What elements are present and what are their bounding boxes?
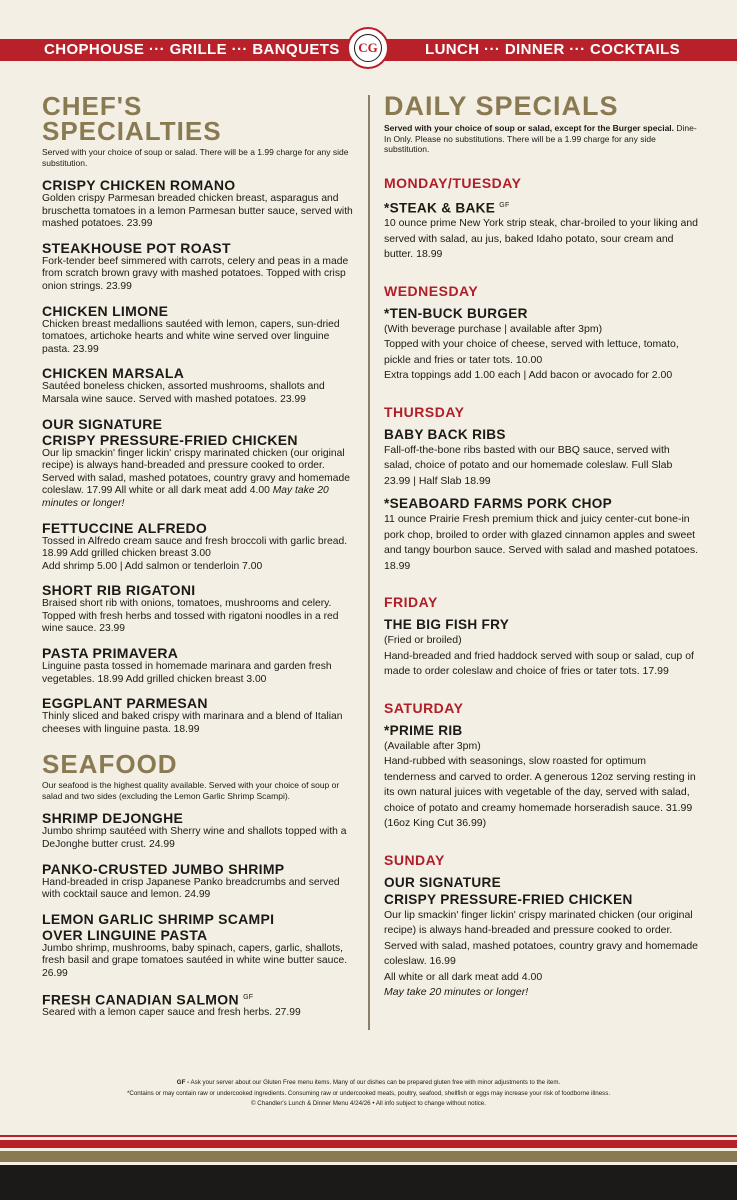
day-heading: FRIDAY <box>384 594 438 611</box>
special-name-text: *PRIME RIB <box>384 722 463 738</box>
seafood-title: SEAFOOD <box>42 749 178 780</box>
item-name-text: CHICKEN MARSALA <box>42 365 185 382</box>
item-name <box>42 432 357 448</box>
item-desc-text: Hand-breaded in crisp Japanese Panko breadcrumbs and served with cocktail sauce and lemon. 24.99 <box>42 876 340 901</box>
menu-item <box>42 810 357 851</box>
item-desc-text: Linguine pasta tossed in homemade marinara and garden fresh vegetables. 18.99 Add grilled chicken breast 3.00 <box>42 661 332 685</box>
item-name <box>42 810 357 826</box>
footer-stripe-black <box>0 1165 737 1200</box>
item-name-text: EGGPLANT PARMESAN <box>42 695 208 712</box>
special-name <box>384 722 699 739</box>
footer-gf-line <box>0 1078 737 1089</box>
item-name <box>42 365 357 381</box>
day-section <box>384 175 699 263</box>
item-name-text: PANKO-CRUSTED JUMBO SHRIMP <box>42 860 285 877</box>
item-desc-text: Tossed in Alfredo cream sauce and fresh broccoli with garlic bread. 18.99 Add grilled chicken breast 3.00 <box>42 535 348 560</box>
item-desc-text: Chicken breast medallions sautéed with lemon, capers, sun-dried tomatoes, artichoke hearts and white wine served over linguine pasta. 23.99 <box>42 318 340 355</box>
item-desc-text: Golden crispy Parmesan breaded chicken breast, asparagus and bruschetta tomatoes in a lemon Parmesan butter sauce, served with mashed potatoes. 23.99 <box>42 193 353 230</box>
special-description: Our lip smackin' finger lickin' crispy marinated chicken (our original recipe) is always hand-breaded and pressure cooked to order. Served with salad, mashed potatoes, country gravy and homemade coleslaw. 16.99 <box>384 908 699 968</box>
item-desc-text: Our lip smackin' finger lickin' crispy marinated chicken (our original recipe) is always hand-breaded and pressure cooked to order. Served with salad, mashed potatoes, country gravy and homemade coleslaw. 17.99 All white or all dark meat add 4.00 <box>42 447 350 497</box>
special-description: Hand-rubbed with seasonings, slow roasted for optimum tenderness and carved to order. A generous 12oz serving resting in its own natural juices with vegetable of the day, served with salad, choice of potato and creamy homemade horseradish sauce. 31.99 (16oz King Cut 36.99) <box>384 755 696 830</box>
special-description: (Fried or broiled) <box>384 634 462 647</box>
item-desc-text: Thinly sliced and baked crispy with marinara and a blend of Italian cheeses with linguine pasta. 18.99 <box>42 711 343 735</box>
special-description: (With beverage purchase | available after 3pm) <box>384 322 603 335</box>
gf-text: Ask your server about our Gluten Free menu items. Many of our dishes can be prepared gluten free with minor adjustments to the item. <box>189 1079 561 1086</box>
special-name <box>384 305 699 322</box>
footer-stripe-red <box>0 1140 737 1148</box>
item-desc-text: Jumbo shrimp sautéed with Sherry wine and shallots topped with a DeJonghe butter crust. 24.99 <box>42 826 347 851</box>
left-column <box>42 91 357 1020</box>
special-description: 11 ounce Prairie Fresh premium thick and juicy center-cut bone-in pork chop, broiled to order with glazed cinnamon apples and sweet and tangy bourbon sauce. Served with salad and mashed potatoes. 18.99 <box>384 513 699 572</box>
chefs-specialties-title <box>42 91 357 146</box>
title-line-1: CHEF'S <box>42 91 143 121</box>
special-name-text: BABY BACK RIBS <box>384 426 506 442</box>
banner-right-text: LUNCH ··· DINNER ··· COCKTAILS <box>425 41 681 58</box>
special-name <box>384 426 699 443</box>
item-name-text: CRISPY PRESSURE-FRIED CHICKEN <box>42 431 298 448</box>
day-heading: THURSDAY <box>384 403 465 420</box>
special-description: (Available after 3pm) <box>384 739 481 752</box>
banner-left-text: CHOPHOUSE ··· GRILLE ··· BANQUETS <box>44 41 340 58</box>
special-name <box>384 495 699 512</box>
item-name-prefix: OUR SIGNATURE <box>42 415 163 432</box>
item-description <box>42 598 357 636</box>
item-name-prefix: LEMON GARLIC SHRIMP SCAMPI <box>42 910 275 927</box>
item-name <box>42 990 357 1008</box>
special-name <box>384 616 699 633</box>
special-description: Topped with your choice of cheese, served with lettuce, tomato, pickle and fries or tater tots. 10.00 <box>384 338 679 366</box>
day-heading: SUNDAY <box>384 851 445 868</box>
item-name <box>42 177 357 193</box>
item-description <box>42 193 357 231</box>
day-section <box>384 404 699 575</box>
logo-monogram: CG <box>354 34 382 62</box>
footer-raw-warning: *Contains or may contain raw or undercooked ingredients. Consuming raw or undercooked meats, poultry, seafood, shellfish or eggs may increase your risk of foodborne illness. <box>126 1089 611 1097</box>
item-description <box>42 448 357 511</box>
day-heading: SATURDAY <box>384 699 464 716</box>
special-item <box>384 874 699 1001</box>
daily-days-list <box>384 175 699 1001</box>
item-extra-options: Add shrimp 5.00 | Add salmon or tenderloin 7.00 <box>42 560 263 572</box>
daily-specials-title: DAILY SPECIALS <box>384 91 619 121</box>
item-name-text: PASTA PRIMAVERA <box>42 645 179 662</box>
item-name <box>42 303 357 319</box>
item-name-text: FETTUCCINE ALFREDO <box>42 519 208 536</box>
item-description <box>42 711 357 736</box>
menu-item <box>42 861 357 902</box>
special-name-text: THE BIG FISH FRY <box>384 617 510 633</box>
special-name-prefix: OUR SIGNATURE <box>384 874 501 890</box>
day-section <box>384 283 699 384</box>
footer-stripe-red-thin <box>0 1135 737 1137</box>
special-item <box>384 426 699 490</box>
special-description: Hand-breaded and fried haddock served with soup or salad, cup of made to order coleslaw and choice of fries or tater tots. 17.99 <box>384 649 694 678</box>
special-description: 10 ounce prime New York strip steak, char-broiled to your liking and served with salad, au jus, baked Idaho potato, sour cream and butter. 18.99 <box>384 217 698 261</box>
restaurant-logo <box>347 27 389 69</box>
item-note-italic: May take 20 minutes or longer! <box>42 485 329 509</box>
item-desc-text: Fork-tender beef simmered with carrots, celery and peas in a made from scratch brown gravy with mashed potatoes. Topped with crisp onion strings. 23.99 <box>42 255 349 292</box>
item-name <box>42 645 357 661</box>
item-name-text: OVER LINGUINE PASTA <box>42 926 208 943</box>
day-heading: WEDNESDAY <box>384 282 479 299</box>
item-description <box>42 943 357 981</box>
menu-item <box>42 240 357 294</box>
day-heading: MONDAY/TUESDAY <box>384 174 522 191</box>
special-description: All white or all dark meat add 4.00 <box>384 970 543 983</box>
daily-note <box>384 123 699 155</box>
footer-copyright: © Chandler's Lunch & Dinner Menu 4/24/26 • All info subject to change without notice. <box>251 1100 486 1107</box>
item-description <box>42 661 357 686</box>
item-name <box>42 520 357 536</box>
item-desc-text: Jumbo shrimp, mushrooms, baby spinach, capers, garlic, shallots, fresh basil and grape tomatoes sautéed in white wine butter sauce. 26.99 <box>42 942 348 979</box>
gluten-free-mark: GF <box>499 201 510 209</box>
right-column <box>384 91 699 1001</box>
item-description <box>42 826 357 851</box>
item-name-text: FRESH CANADIAN SALMON <box>42 991 239 1008</box>
item-name <box>42 240 357 256</box>
chefs-items-list <box>42 177 357 736</box>
special-name-text: CRISPY PRESSURE-FRIED CHICKEN <box>384 891 633 907</box>
item-description <box>42 877 357 902</box>
special-item <box>384 495 699 574</box>
day-section <box>384 852 699 1001</box>
seafood-note: Our seafood is the highest quality available. Served with your choice of soup or salad and two sides (excluding the Lemon Garlic Shrimp Scampi). <box>42 780 340 801</box>
item-name-text: SHRIMP DEJONGHE <box>42 810 184 827</box>
menu-item <box>42 582 357 636</box>
item-name-text: STEAKHOUSE POT ROAST <box>42 239 231 256</box>
gluten-free-mark: GF <box>243 993 254 1001</box>
special-description: Fall-off-the-bone ribs basted with our BBQ sauce, served with salad, choice of potato and our homemade coleslaw. Full Slab 23.99 | Half Slab 18.99 <box>384 443 673 487</box>
daily-note-bold: Served with your choice of soup or salad, except for the Burger special. <box>384 123 675 133</box>
menu-item <box>42 416 357 511</box>
special-item <box>384 616 699 680</box>
special-description: Extra toppings add 1.00 each | Add bacon or avocado for 2.00 <box>384 369 673 382</box>
item-name <box>42 861 357 877</box>
title-line-2: SPECIALTIES <box>42 116 222 146</box>
item-name <box>42 582 357 598</box>
menu-item <box>42 520 357 574</box>
item-desc-text: Braised short rib with onions, tomatoes, mushrooms and celery. Topped with fresh herbs and tossed with rigatoni noodles in a red wine sauce. 23.99 <box>42 598 339 635</box>
gf-label: GF - <box>176 1079 190 1086</box>
menu-item <box>42 911 357 981</box>
menu-item <box>42 303 357 357</box>
menu-item <box>42 695 357 736</box>
special-name-text: *STEAK & BAKE <box>384 200 496 216</box>
item-desc-text: Seared with a lemon caper sauce and fresh herbs. 27.99 <box>42 1007 301 1019</box>
seafood-items-list <box>42 810 357 1019</box>
item-description <box>42 319 357 357</box>
menu-item <box>42 177 357 231</box>
menu-item <box>42 365 357 406</box>
daily-note-text: Dine-In Only. Please no substitutions. There will be a 1.99 charge for any side substitution. <box>384 123 697 154</box>
item-name-text: SHORT RIB RIGATONI <box>42 582 196 599</box>
item-description <box>42 536 357 561</box>
special-name-text: *TEN-BUCK BURGER <box>384 305 528 321</box>
special-name <box>384 891 699 908</box>
item-description <box>42 1007 357 1020</box>
special-note-italic: May take 20 minutes or longer! <box>384 986 529 999</box>
special-item <box>384 197 699 263</box>
item-desc-text: Sautéed boneless chicken, assorted mushrooms, shallots and Marsala wine sauce. Served with mashed potatoes. 23.99 <box>42 381 325 405</box>
item-name-text: CRISPY CHICKEN ROMANO <box>42 177 236 193</box>
item-name-text: CHICKEN LIMONE <box>42 302 169 319</box>
item-description <box>42 256 357 294</box>
column-divider <box>368 95 370 1030</box>
special-item <box>384 305 699 384</box>
item-description <box>42 381 357 406</box>
day-section <box>384 594 699 680</box>
special-name <box>384 197 699 217</box>
footer-stripe-gold <box>0 1151 737 1162</box>
item-name <box>42 927 357 943</box>
special-item <box>384 722 699 832</box>
menu-item <box>42 990 357 1020</box>
menu-item <box>42 645 357 686</box>
chefs-note: Served with your choice of soup or salad. There will be a 1.99 charge for any side substitution. <box>42 147 349 168</box>
item-name <box>42 695 357 711</box>
special-name-text: *SEABOARD FARMS PORK CHOP <box>384 496 613 512</box>
footer <box>0 1078 737 1110</box>
day-section <box>384 700 699 832</box>
